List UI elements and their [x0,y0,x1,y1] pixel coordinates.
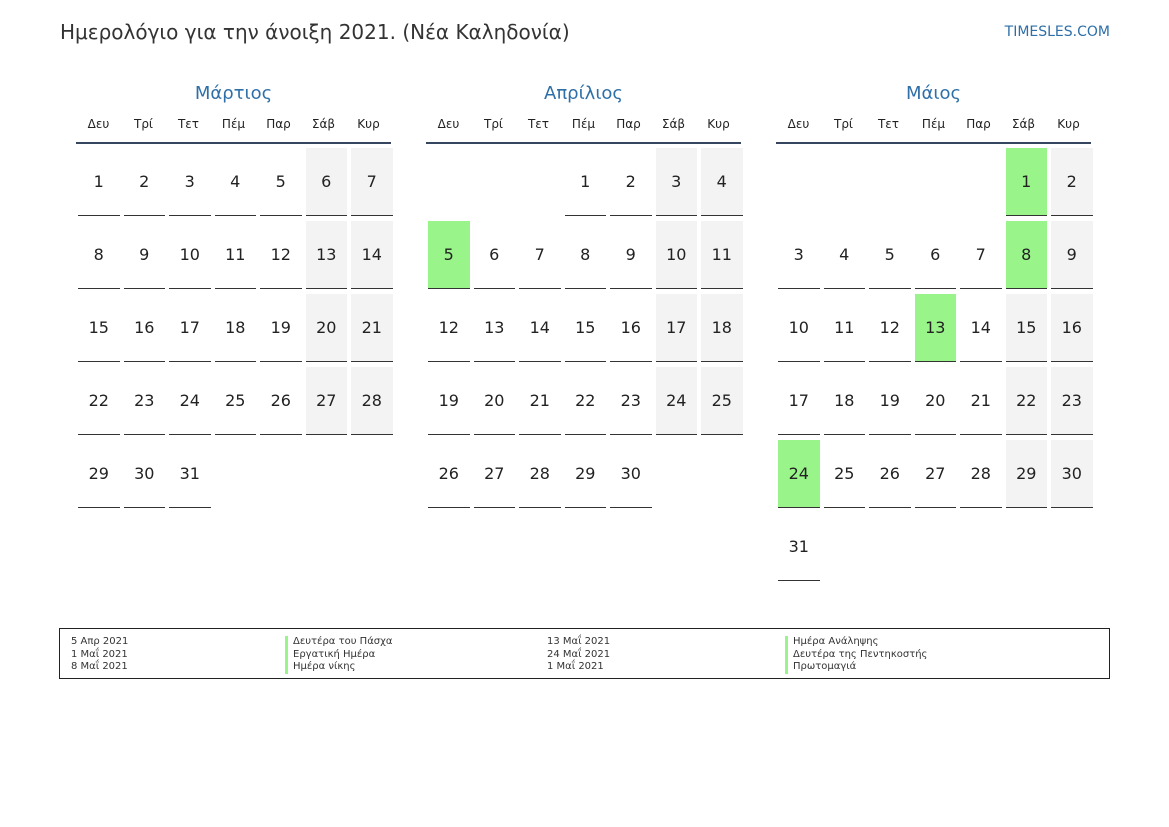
day-number: 8 [565,221,607,289]
day-number: 3 [778,221,820,289]
day-cell [76,144,122,217]
day-number: 13 [474,294,516,362]
day-number: 29 [1006,440,1048,508]
day-cell [608,363,654,436]
day-cell [1049,436,1095,509]
day-cell [1004,290,1050,363]
day-cell [1004,436,1050,509]
day-number: 11 [824,294,866,362]
day-cell [258,144,304,217]
weekday-label: Σάβ [1011,117,1036,131]
day-cell [699,144,745,217]
day-cell [958,290,1004,363]
day-cell [563,144,609,217]
day-number: 31 [169,440,211,508]
day-cell [167,363,213,436]
day-number: 19 [869,367,911,435]
day-cell [213,290,259,363]
day-cell [867,363,913,436]
day-number: 21 [351,294,393,362]
day-number: 16 [124,294,166,362]
day-cell [913,436,959,509]
weekday-label: Κυρ [1057,117,1080,131]
day-number: 17 [778,367,820,435]
day-number: 9 [610,221,652,289]
days-grid [426,144,741,509]
day-number: 27 [306,367,348,435]
day-cell [699,363,745,436]
day-number: 30 [610,440,652,508]
day-number: 30 [1051,440,1093,508]
weekday-label: Πέμ [571,117,596,131]
day-cell [654,217,700,290]
legend-holiday-name: Πρωτομαγιά [785,661,927,674]
day-cell [213,363,259,436]
day-number: 4 [215,148,257,216]
weekday-label: Δευ [437,117,460,131]
day-cell [472,436,518,509]
day-cell [167,290,213,363]
weekday-label: Κυρ [707,117,730,131]
day-number: 24 [656,367,698,435]
day-number: 24 [169,367,211,435]
day-cell [822,290,868,363]
day-number: 27 [474,440,516,508]
day-number: 10 [169,221,211,289]
day-number: 30 [124,440,166,508]
day-number: 9 [1051,221,1093,289]
empty-cell [426,144,472,217]
day-cell [122,290,168,363]
day-cell [654,144,700,217]
day-cell [776,509,822,582]
day-cell [1004,217,1050,290]
legend-dates-left [71,636,128,674]
weekday-label: Σάβ [311,117,336,131]
day-cell [958,436,1004,509]
empty-cell [517,144,563,217]
day-cell [1004,144,1050,217]
day-cell [517,217,563,290]
day-cell [563,217,609,290]
day-cell [517,436,563,509]
day-cell [304,217,350,290]
empty-cell [776,144,822,217]
day-number: 12 [260,221,302,289]
day-cell [1049,290,1095,363]
day-cell [1004,363,1050,436]
day-cell [1049,144,1095,217]
day-number: 23 [124,367,166,435]
day-cell [654,290,700,363]
day-cell [958,217,1004,290]
day-cell [122,217,168,290]
weekday-label: Δευ [787,117,810,131]
month-name: Απρίλιος [544,83,623,104]
day-number: 6 [474,221,516,289]
day-cell [608,144,654,217]
day-number: 5 [869,221,911,289]
weekday-label: Κυρ [357,117,380,131]
day-number: 14 [351,221,393,289]
day-number: 14 [519,294,561,362]
day-number: 18 [215,294,257,362]
legend-date: 13 Μαΐ 2021 [547,636,611,647]
holiday-day-number: 13 [915,294,957,362]
weekday-header [76,106,391,144]
site-link[interactable]: TIMESLES.COM [1004,24,1110,40]
weekday-label: Τετ [877,117,900,131]
legend-dates-right [547,636,610,674]
day-cell [76,363,122,436]
day-number: 7 [351,148,393,216]
day-cell [258,363,304,436]
month-name: Μάρτιος [194,83,273,104]
day-number: 1 [565,148,607,216]
legend-holiday-name: Ημέρα νίκης [285,661,393,674]
day-cell [608,217,654,290]
legend-date: 5 Απρ 2021 [71,636,129,647]
day-cell [76,217,122,290]
day-number: 21 [519,367,561,435]
day-cell [349,144,395,217]
weekday-label: Τρί [833,117,853,131]
day-cell [913,217,959,290]
day-cell [349,290,395,363]
day-cell [304,363,350,436]
day-number: 26 [869,440,911,508]
day-number: 7 [960,221,1002,289]
day-number: 20 [474,367,516,435]
day-number: 20 [915,367,957,435]
day-number: 7 [519,221,561,289]
day-number: 10 [778,294,820,362]
month-calendar [776,80,1091,582]
day-cell [472,217,518,290]
legend-holiday-name: Ημέρα Ανάληψης [785,636,927,649]
day-cell [76,436,122,509]
weekday-label: Παρ [966,117,991,131]
holiday-day-number: 24 [778,440,820,508]
day-cell [213,144,259,217]
day-cell [822,436,868,509]
legend-date: 1 Μαΐ 2021 [71,648,128,660]
holiday-day-number: 8 [1006,221,1048,289]
day-cell [472,290,518,363]
day-number: 22 [1006,367,1048,435]
day-cell [472,363,518,436]
days-grid [76,144,391,509]
legend-holiday-name: Δευτέρα της Πεντηκοστής [785,649,927,662]
day-cell [867,436,913,509]
day-number: 18 [701,294,743,362]
day-cell [822,363,868,436]
day-number: 1 [78,148,120,216]
day-number: 19 [260,294,302,362]
day-number: 23 [1051,367,1093,435]
day-number: 17 [656,294,698,362]
day-number: 25 [215,367,257,435]
day-number: 28 [519,440,561,508]
day-number: 29 [565,440,607,508]
legend-date: 8 Μαΐ 2021 [71,661,128,672]
day-number: 6 [915,221,957,289]
day-number: 6 [306,148,348,216]
day-number: 9 [124,221,166,289]
day-number: 3 [656,148,698,216]
day-number: 11 [701,221,743,289]
day-number: 2 [1051,148,1093,216]
day-cell [258,217,304,290]
weekday-label: Τρί [483,117,503,131]
weekday-label: Σάβ [661,117,686,131]
empty-cell [958,144,1004,217]
day-number: 19 [428,367,470,435]
day-number: 22 [565,367,607,435]
day-number: 26 [428,440,470,508]
day-number: 5 [260,148,302,216]
day-number: 2 [610,148,652,216]
day-cell [1049,217,1095,290]
empty-cell [867,144,913,217]
day-cell [76,290,122,363]
legend-names-right [785,636,927,674]
day-number: 28 [960,440,1002,508]
day-cell [563,290,609,363]
weekday-label: Πέμ [921,117,946,131]
day-cell [776,290,822,363]
day-cell [167,217,213,290]
day-number: 21 [960,367,1002,435]
empty-cell [822,144,868,217]
empty-cell [472,144,518,217]
empty-cell [913,144,959,217]
day-cell [913,290,959,363]
day-number: 23 [610,367,652,435]
day-cell [167,436,213,509]
day-number: 31 [778,513,820,581]
holiday-day-number: 5 [428,221,470,289]
day-number: 18 [824,367,866,435]
day-cell [776,363,822,436]
legend-date: 24 Μαΐ 2021 [547,648,611,660]
day-number: 8 [78,221,120,289]
day-number: 10 [656,221,698,289]
day-cell [699,290,745,363]
legend-date: 1 Μαΐ 2021 [547,661,604,672]
day-number: 13 [306,221,348,289]
day-number: 28 [351,367,393,435]
day-cell [608,436,654,509]
day-cell [122,363,168,436]
day-cell [122,144,168,217]
day-number: 11 [215,221,257,289]
day-cell [426,217,472,290]
day-number: 14 [960,294,1002,362]
day-cell [654,363,700,436]
weekday-header [776,106,1091,144]
day-number: 22 [78,367,120,435]
legend-names-left [285,636,393,674]
day-cell [867,217,913,290]
day-number: 29 [78,440,120,508]
day-cell [699,217,745,290]
day-number: 15 [565,294,607,362]
day-number: 3 [169,148,211,216]
day-cell [304,144,350,217]
day-cell [349,217,395,290]
day-cell [426,363,472,436]
day-number: 16 [1051,294,1093,362]
holiday-day-number: 1 [1006,148,1048,216]
day-cell [958,363,1004,436]
day-cell [913,363,959,436]
legend-holiday-name: Δευτέρα του Πάσχα [285,636,393,649]
day-number: 2 [124,148,166,216]
day-number: 25 [701,367,743,435]
day-number: 15 [1006,294,1048,362]
day-cell [517,363,563,436]
weekday-label: Τρί [133,117,153,131]
day-number: 20 [306,294,348,362]
day-number: 27 [915,440,957,508]
days-grid [776,144,1091,582]
day-cell [563,436,609,509]
day-number: 16 [610,294,652,362]
day-number: 12 [428,294,470,362]
weekday-label: Τετ [177,117,200,131]
day-cell [213,217,259,290]
day-number: 4 [701,148,743,216]
day-cell [258,290,304,363]
day-number: 12 [869,294,911,362]
day-cell [776,217,822,290]
day-number: 25 [824,440,866,508]
weekday-label: Πέμ [221,117,246,131]
month-name: Μάιος [905,83,962,104]
month-calendar [76,80,391,509]
legend-holiday-name: Εργατική Ημέρα [285,649,393,662]
day-cell [426,436,472,509]
day-number: 17 [169,294,211,362]
day-cell [122,436,168,509]
weekday-label: Παρ [266,117,291,131]
weekday-label: Τετ [527,117,550,131]
weekday-header [426,106,741,144]
day-number: 15 [78,294,120,362]
day-number: 4 [824,221,866,289]
weekday-label: Δευ [87,117,110,131]
day-number: 26 [260,367,302,435]
day-cell [1049,363,1095,436]
day-cell [776,436,822,509]
day-cell [167,144,213,217]
page-title: Ημερολόγιο για την άνοιξη 2021. (Νέα Καληδονία) [60,20,570,44]
month-calendar [426,80,741,509]
day-cell [563,363,609,436]
day-cell [517,290,563,363]
day-cell [426,290,472,363]
day-cell [822,217,868,290]
holiday-legend [59,628,1110,679]
day-cell [867,290,913,363]
weekday-label: Παρ [616,117,641,131]
day-cell [349,363,395,436]
day-cell [304,290,350,363]
day-cell [608,290,654,363]
